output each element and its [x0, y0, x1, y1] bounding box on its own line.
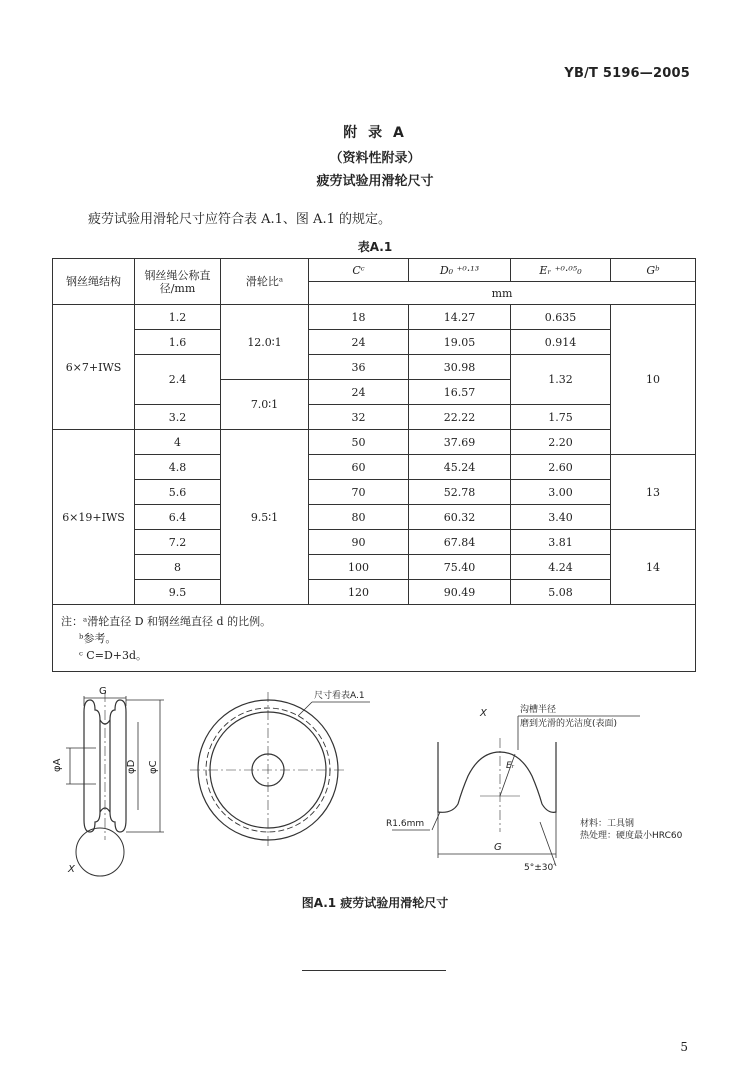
cell-diameter: 7.2 [135, 530, 221, 555]
cell-diameter: 4.8 [135, 455, 221, 480]
header-ratio: 滑轮比ᵃ [221, 259, 309, 305]
cell-c: 80 [309, 505, 409, 530]
cell-c: 120 [309, 580, 409, 605]
cell-c: 32 [309, 405, 409, 430]
page-number: 5 [680, 1040, 688, 1054]
table-row [53, 555, 696, 580]
cell-e: 4.24 [511, 555, 611, 580]
cell-e: 0.914 [511, 330, 611, 355]
figure-label: G [99, 686, 107, 697]
table-header-row [53, 259, 696, 282]
cell-diameter: 2.4 [135, 355, 221, 405]
cell-e: 1.32 [511, 355, 611, 405]
table-row [53, 355, 696, 380]
cell-e: 2.60 [511, 455, 611, 480]
table-row [53, 405, 696, 430]
figure-label: G [494, 842, 502, 853]
cell-e: 3.81 [511, 530, 611, 555]
cell-g: 13 [611, 455, 696, 530]
cell-diameter: 1.2 [135, 305, 221, 330]
cell-g: 14 [611, 530, 696, 605]
cell-e: 0.635 [511, 305, 611, 330]
cell-c: 70 [309, 480, 409, 505]
figure-label: 尺寸看表A.1 [314, 691, 365, 701]
figure-label: 沟槽半径 [520, 705, 557, 715]
table-caption: 表A.1 [357, 240, 393, 254]
figure-label: R1.6mm [386, 819, 425, 829]
figure-label: 热处理：硬度最小HRC60 [580, 831, 683, 841]
pulley-side-view [66, 692, 164, 876]
figure-label: X [480, 708, 487, 719]
header-g: Gᵇ [611, 259, 696, 282]
pulley-dimension-table [52, 258, 696, 672]
header-structure: 钢丝绳结构 [53, 259, 135, 305]
table-notes [53, 605, 696, 672]
figure-label: 材料：工具钢 [580, 819, 635, 829]
header-d: D₀ ⁺⁰·¹³ [409, 259, 511, 282]
intro-paragraph: 疲劳试验用滑轮尺寸应符合表 A.1、图 A.1 的规定。 [88, 212, 391, 227]
cell-diameter: 5.6 [135, 480, 221, 505]
figure-caption: 图A.1 疲劳试验用滑轮尺寸 [301, 896, 449, 910]
header-c: Cᶜ [309, 259, 409, 282]
table-row [53, 430, 696, 455]
table-row [53, 530, 696, 555]
table-row [53, 480, 696, 505]
note-line: 注：ᵃ滑轮直径 D 和钢丝绳直径 d 的比例。 [61, 614, 272, 628]
cell-ratio: 12.0∶1 [221, 305, 309, 380]
header-unit: mm [309, 282, 696, 305]
figure-label: 5°±30′ [524, 863, 556, 873]
pulley-front-view [190, 692, 370, 848]
cell-diameter: 1.6 [135, 330, 221, 355]
cell-d: 60.32 [409, 505, 511, 530]
appendix-heading: 疲劳试验用滑轮尺寸 [316, 174, 434, 189]
cell-d: 52.78 [409, 480, 511, 505]
figure-label: 磨到光滑的光洁度(表面) [520, 719, 618, 729]
cell-diameter: 8 [135, 555, 221, 580]
header-e: Eᵣ ⁺⁰·⁰⁵₀ [511, 259, 611, 282]
cell-d: 16.57 [409, 380, 511, 405]
note-line: ᶜ C=D+3d。 [79, 648, 148, 662]
cell-c: 18 [309, 305, 409, 330]
header-diameter: 钢丝绳公称直径/mm [135, 259, 221, 305]
table-notes-row [53, 605, 696, 672]
figure-label: φC [148, 760, 159, 774]
cell-diameter: 4 [135, 430, 221, 455]
cell-d: 14.27 [409, 305, 511, 330]
table-row [53, 330, 696, 355]
table-row [53, 305, 696, 330]
groove-detail-view [392, 716, 640, 866]
cell-g: 10 [611, 305, 696, 455]
cell-d: 67.84 [409, 530, 511, 555]
table-row [53, 455, 696, 480]
pulley-figure [0, 672, 750, 890]
cell-c: 36 [309, 355, 409, 380]
cell-c: 24 [309, 330, 409, 355]
figure-label: X [68, 864, 75, 875]
cell-e: 3.00 [511, 480, 611, 505]
cell-d: 19.05 [409, 330, 511, 355]
end-rule [302, 970, 446, 971]
cell-ratio: 7.0∶1 [221, 380, 309, 430]
cell-c: 90 [309, 530, 409, 555]
cell-e: 2.20 [511, 430, 611, 455]
cell-diameter: 6.4 [135, 505, 221, 530]
cell-e: 5.08 [511, 580, 611, 605]
cell-d: 45.24 [409, 455, 511, 480]
standard-number: YB/T 5196—2005 [564, 66, 690, 81]
appendix-title: 附 录 A [343, 125, 407, 141]
figure-label: φD [126, 759, 137, 774]
figure-label: φA [52, 758, 63, 772]
cell-c: 24 [309, 380, 409, 405]
cell-ratio: 9.5∶1 [221, 430, 309, 605]
cell-d: 22.22 [409, 405, 511, 430]
cell-e: 3.40 [511, 505, 611, 530]
cell-d: 90.49 [409, 580, 511, 605]
cell-e: 1.75 [511, 405, 611, 430]
cell-c: 60 [309, 455, 409, 480]
cell-c: 100 [309, 555, 409, 580]
figure-label: Eᵣ [506, 761, 515, 771]
cell-diameter: 9.5 [135, 580, 221, 605]
note-line: ᵇ参考。 [79, 631, 117, 645]
cell-diameter: 3.2 [135, 405, 221, 430]
cell-d: 30.98 [409, 355, 511, 380]
cell-structure: 6×7+IWS [53, 305, 135, 430]
cell-structure: 6×19+IWS [53, 430, 135, 605]
cell-c: 50 [309, 430, 409, 455]
appendix-subtitle: （资料性附录） [329, 151, 421, 166]
cell-d: 37.69 [409, 430, 511, 455]
table-row [53, 505, 696, 530]
cell-d: 75.40 [409, 555, 511, 580]
table-row [53, 580, 696, 605]
